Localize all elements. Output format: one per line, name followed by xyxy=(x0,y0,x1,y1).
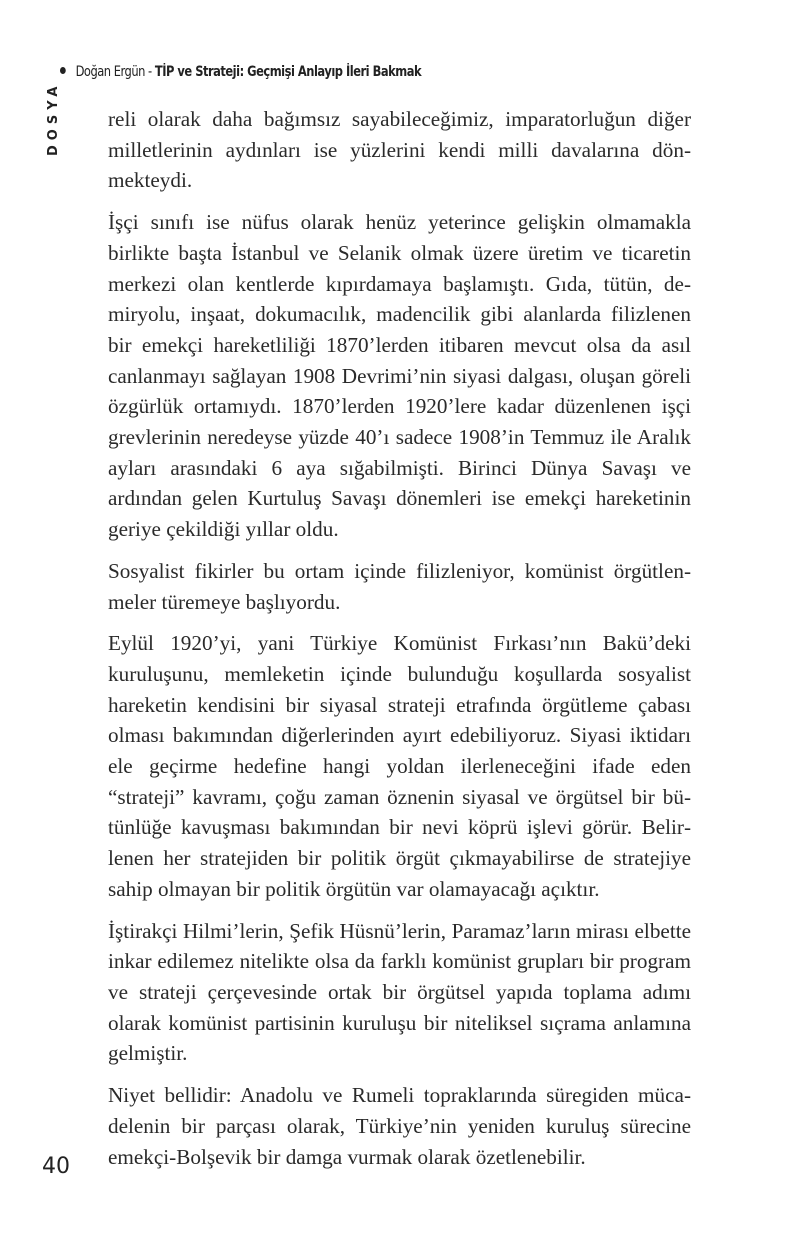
paragraph: Eylül 1920’yi, yani Türkiye Komünist Fırkası’nın Bakü’deki kuruluşunu, memleketin içinde bulunduğu koşullarda sosyalist hareketin kendisini bir siyasal strateji etrafında örgütleme çabası olması bakımından diğerlerinden ayırt edebiliyoruz. Siyasi iktidarı ele geçirme hedefine hangi yoldan ilerleneceğini ifade eden “strateji” kavramı, çoğu zaman öznenin siyasal ve örgütsel bir bütünlüğe kavuşması bakımından bir nevi köprü işlevi görür. Belirlenen her stratejiden bir politik örgüt çıkmayabilirse de stratejiye sahip olmayan bir politik örgütün var olamayacağı açıktır. xyxy=(108,631,691,901)
section-label: DOSYA xyxy=(46,81,61,156)
running-header xyxy=(60,64,421,80)
paragraph: Sosyalist fikirler bu ortam içinde filizleniyor, komünist örgütlenmeler türemeye başlıyordu. xyxy=(108,558,691,614)
page-number: 40 xyxy=(42,1154,70,1179)
header-title: TİP ve Strateji: Geçmişi Anlayıp İleri Bakmak xyxy=(154,64,422,80)
paragraph: Niyet bellidir: Anadolu ve Rumeli topraklarında süregiden mücadelenin bir parçası olarak, Türkiye’nin yeniden kuruluş sürecine emekçi-Bolşevik bir damga vurmak olarak özetlenebilir. xyxy=(108,1083,691,1169)
header-author: Doğan Ergün - xyxy=(75,64,155,80)
paragraph: İştirakçi Hilmi’lerin, Şefik Hüsnü’lerin, Paramaz’ların mirası elbette inkar edilemez nitelikte olsa da farklı komünist grupları bir program ve strateji çerçevesinde ortak bir örgütsel yapıda toplama adımı olarak komünist partisinin kuruluşu bir niteliksel sıçrama anlamına gelmiştir. xyxy=(108,918,691,1066)
bullet-icon xyxy=(60,67,66,74)
body-text xyxy=(108,104,691,1183)
paragraph: İşçi sınıfı ise nüfus olarak henüz yeterince gelişkin olmamakla birlikte başta İstanbul ve Selanik olmak üzere üretim ve ticaretin merkezi olan kentlerde kıpırdamaya başlamıştı. Gıda, tütün, demiryolu, inşaat, dokumacılık, madencilik gibi alanlarda filizlenen bir emekçi hareketliliği 1870’lerden itibaren mevcut olsa da asıl canlanmayı sağlayan 1908 Devrimi’nin siyasi dalgası, oluşan göreli özgürlük ortamıydı. 1870’lerden 1920’lere kadar düzenlenen işçi grevlerinin neredeyse yüzde 40’ı sadece 1908’in Temmuz ile Aralık ayları arasındaki 6 aya sığabilmişti. Birinci Dünya Savaşı ve ardından gelen Kurtuluş Savaşı dönemleri ise emekçi hareketinin geriye çekildiği yıllar oldu. xyxy=(108,210,691,542)
paragraph: reli olarak daha bağımsız sayabileceğimiz, imparatorluğun diğer milletlerinin aydınları ise yüzlerini kendi milli davalarına dönmekteydi. xyxy=(108,107,691,193)
